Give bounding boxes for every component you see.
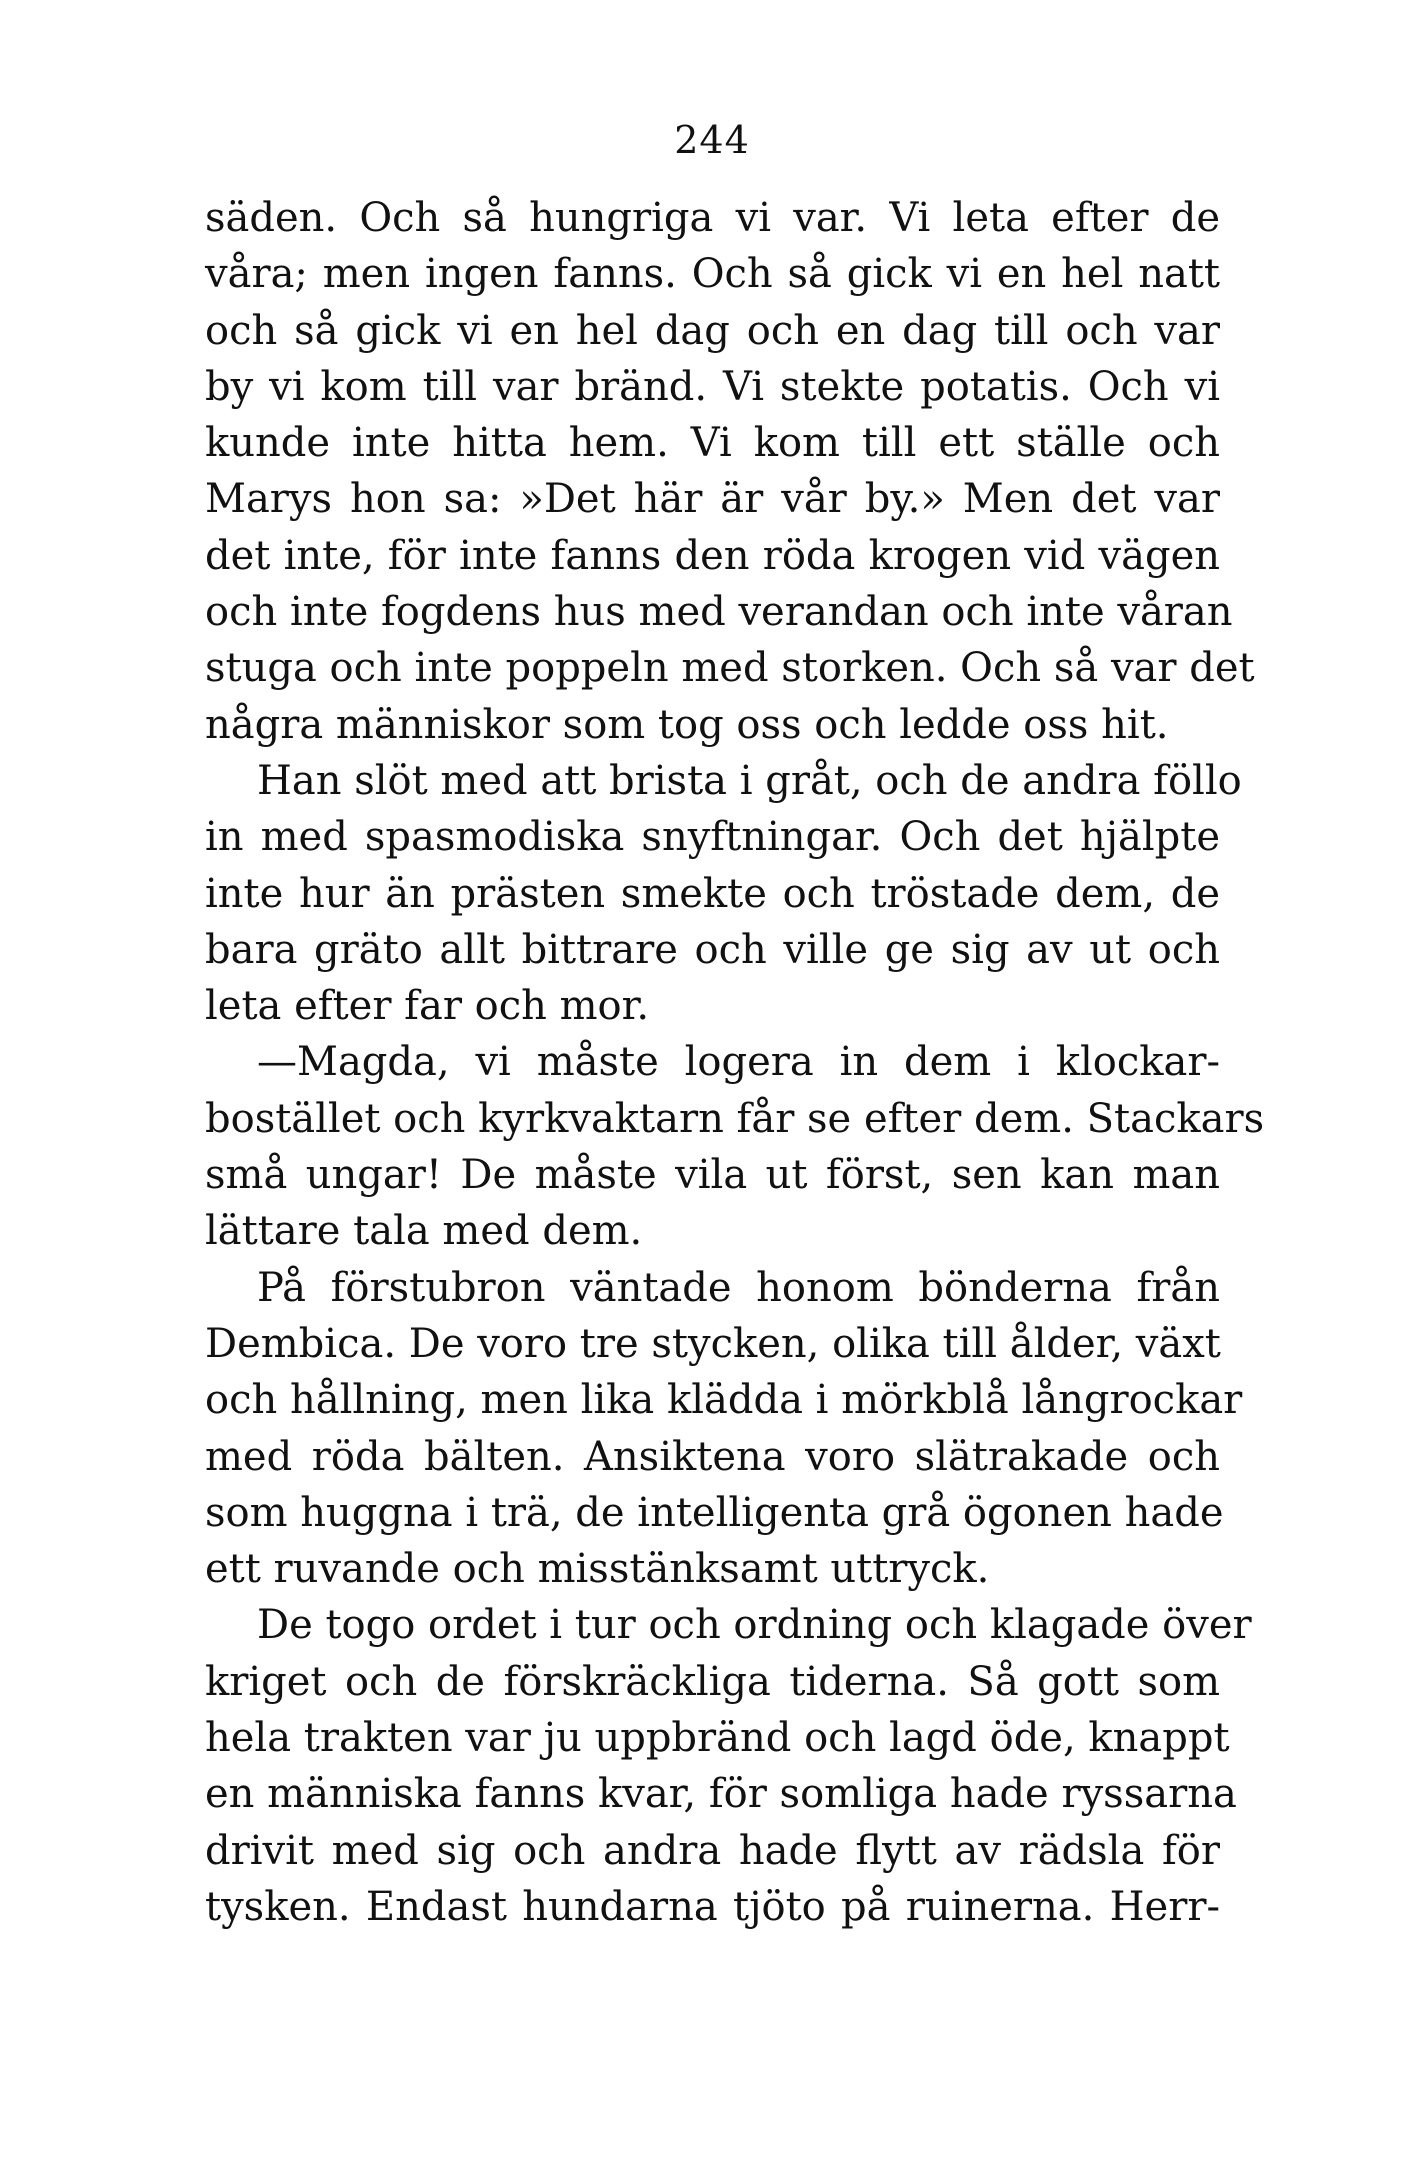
body-text <box>205 190 1265 1935</box>
text-line: Dembica. De voro tre stycken, olika till ålder, växt <box>205 1320 1221 1367</box>
text-line: och hållning, men lika klädda i mörkblå långrockar <box>205 1377 1243 1424</box>
text-line: ett ruvande och misstänksamt uttryck. <box>205 1546 990 1593</box>
text-line: inte hur än prästen smekte och tröstade dem, de <box>205 870 1220 917</box>
text-line: stuga och inte poppeln med storken. Och så var det <box>205 645 1255 692</box>
text-line: leta efter far och mor. <box>205 983 650 1030</box>
text-line: tysken. Endast hundarna tjöto på ruinerna. Herr- <box>205 1883 1220 1930</box>
text-line: med röda bälten. Ansiktena voro slätrakade och <box>205 1433 1220 1480</box>
text-line: en människa fanns kvar, för somliga hade ryssarna <box>205 1771 1237 1818</box>
text-line: bara gräto allt bittrare och ville ge sig av ut och <box>205 926 1220 973</box>
text-line: bostället och kyrkvaktarn får se efter dem. Stackars <box>205 1095 1265 1142</box>
page-number: 244 <box>674 118 750 162</box>
text-line: kunde inte hitta hem. Vi kom till ett ställe och <box>205 420 1220 467</box>
text-line: några människor som tog oss och ledde oss hit. <box>205 701 1169 748</box>
text-line: och så gick vi en hel dag och en dag till och var <box>205 307 1220 354</box>
text-line: och inte fogdens hus med verandan och inte våran <box>205 589 1233 636</box>
text-line: —Magda, vi måste logera in dem i klockar- <box>257 1039 1220 1086</box>
text-line: kriget och de förskräckliga tiderna. Så gott som <box>205 1658 1220 1705</box>
text-line: in med spasmodiska snyftningar. Och det hjälpte <box>205 814 1220 861</box>
text-line: by vi kom till var bränd. Vi stekte potatis. Och vi <box>205 363 1220 410</box>
text-line: På förstubron väntade honom bönderna från <box>257 1264 1220 1311</box>
text-line: De togo ordet i tur och ordning och klagade över <box>257 1602 1252 1649</box>
text-line: det inte, för inte fanns den röda krogen vid vägen <box>205 532 1220 579</box>
text-line: Marys hon sa: »Det här är vår by.» Men det var <box>205 476 1220 523</box>
text-line: som huggna i trä, de intelligenta grå ögonen hade <box>205 1489 1224 1536</box>
text-line: lättare tala med dem. <box>205 1208 643 1255</box>
text-line: små ungar! De måste vila ut först, sen kan man <box>205 1152 1220 1199</box>
text-line: drivit med sig och andra hade flytt av rädsla för <box>205 1827 1220 1874</box>
text-line: hela trakten var ju uppbränd och lagd öde, knappt <box>205 1715 1230 1762</box>
text-line: Han slöt med att brista i gråt, och de andra föllo <box>257 757 1242 804</box>
text-line: våra; men ingen fanns. Och så gick vi en hel natt <box>205 251 1220 298</box>
text-line: säden. Och så hungriga vi var. Vi leta efter de <box>205 195 1220 241</box>
